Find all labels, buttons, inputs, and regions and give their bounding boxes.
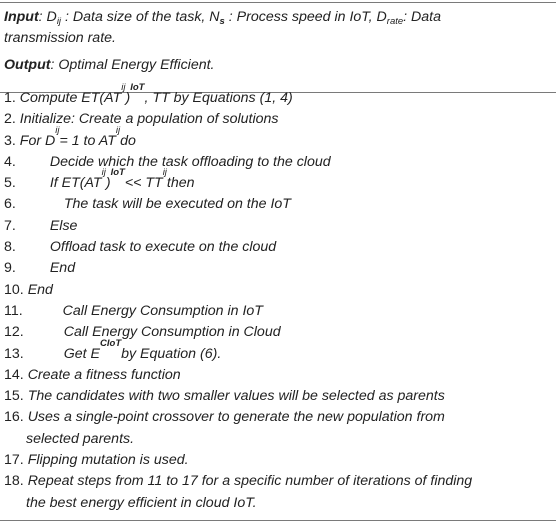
step-10: 10. End <box>4 281 53 298</box>
step-13: 13. Get E CIoT by Equation (6). <box>4 337 222 362</box>
output-line: Output: Optimal Energy Efficient. <box>4 57 215 73</box>
step-16-continued: selected parents. <box>26 430 135 447</box>
algorithm-header <box>4 7 552 76</box>
step-11: 11. Call Energy Consumption in IoT <box>4 302 263 319</box>
step-15: 15. The candidates with two smaller values will be selected as parents <box>4 388 445 405</box>
step-1: 1. Compute ET(AT ij ) IoT , TT by Equations (1, 4) <box>4 82 293 106</box>
step-18-continued: the best energy efficient in cloud IoT. <box>26 494 257 511</box>
step-9: 9. End <box>4 260 76 277</box>
input-label: Input <box>4 9 39 25</box>
step-8: 8. Offload task to execute on the cloud <box>4 239 277 256</box>
step-12: 12. Call Energy Consumption in Cloud <box>4 324 281 341</box>
step-7: 7. Else <box>4 217 78 234</box>
step-4: 4. Decide which the task offloading to the cloud <box>4 153 331 170</box>
step-5: 5. If ET(AT ij ) IoT << TT ij then <box>4 167 195 192</box>
step-6: 6. The task will be executed on the IoT <box>4 196 291 213</box>
step-18: 18. Repeat steps from 11 to 17 for a specific number of iterations of finding <box>4 473 473 490</box>
step-3: 3. For D ij = 1 to AT ij do <box>4 124 136 149</box>
step-16: 16. Uses a single-point crossover to generate the new population from <box>4 409 445 426</box>
step-17: 17. Flipping mutation is used. <box>4 452 189 469</box>
algorithm-steps <box>4 82 552 514</box>
input-line: Input: $D_{ij}$ : Data size of the task, $N_s$ : Process speed in IoT, $D_{rate}$: Data <box>4 9 442 27</box>
top-rule <box>0 2 556 3</box>
step-2: 2. Initialize: Create a population of solutions <box>4 111 279 128</box>
step-14: 14. Create a fitness function <box>4 366 181 383</box>
bottom-rule <box>0 520 556 521</box>
output-label: Output <box>4 57 51 73</box>
input-line-continued: transmission rate. <box>4 30 116 46</box>
